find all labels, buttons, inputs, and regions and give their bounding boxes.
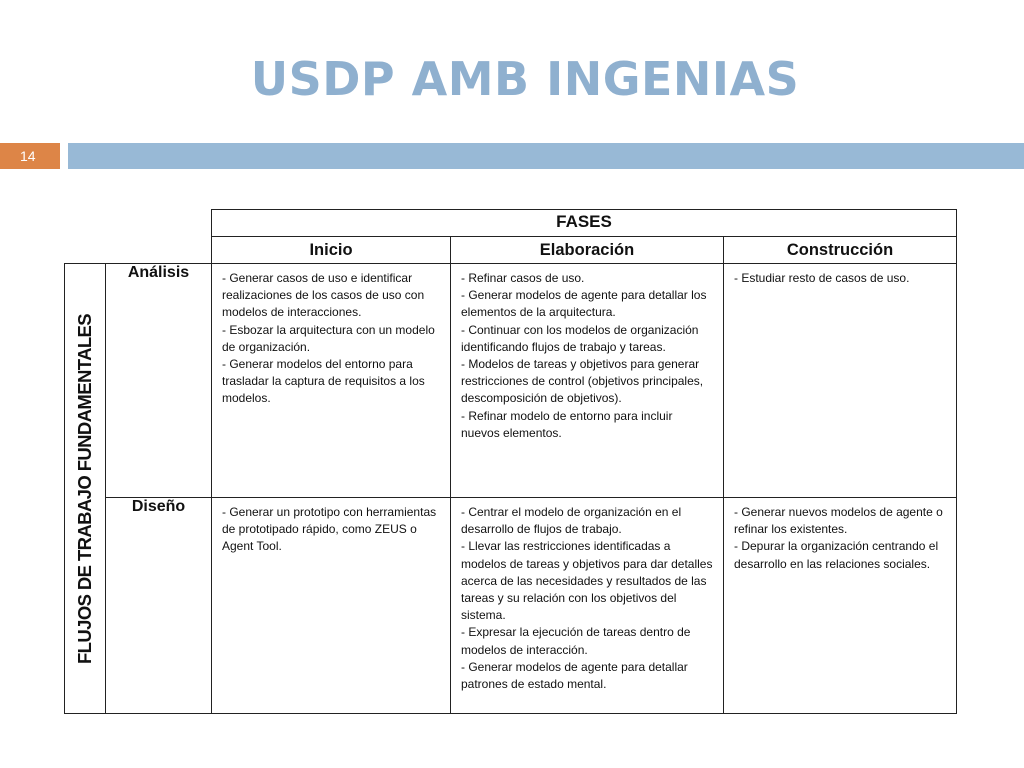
cell-bullet-item: - Continuar con los modelos de organización identificando flujos de trabajo y tareas. <box>461 322 699 354</box>
cell-bullet-item: - Generar nuevos modelos de agente o refinar los existentes. <box>734 505 943 537</box>
cell-bullet-item: - Refinar casos de uso. <box>461 271 585 285</box>
cell-text <box>724 498 956 577</box>
cell-bullet-item: - Generar modelos de agente para detallar patrones de estado mental. <box>461 659 688 692</box>
cell-bullet-item: - Refinar modelo de entorno para incluir nuevos elementos. <box>461 408 673 440</box>
cell-bullet-item: - Generar modelos del entorno para trasladar la captura de requisitos a los modelos. <box>222 357 425 406</box>
cell-bullet-item: - Esbozar la arquitectura con un modelo de organización. <box>222 322 435 354</box>
slide-number: 14 <box>0 143 60 169</box>
cell-text <box>724 264 956 291</box>
row-label-analisis: Análisis <box>106 264 212 498</box>
column-header-construccion: Construcción <box>724 237 957 264</box>
phases-header: FASES <box>212 210 957 237</box>
cell-diseno-elaboracion <box>451 498 724 714</box>
cell-bullet-item: - Centrar el modelo de organización en el desarrollo de flujos de trabajo. <box>461 505 682 537</box>
cell-analisis-inicio <box>212 264 451 498</box>
cell-text <box>451 264 723 446</box>
column-header-inicio: Inicio <box>212 237 451 264</box>
cell-bullet-item: - Llevar las restricciones identificadas a modelos de tareas y objetivos para dar detalles acerca de las necesidades y resultados de las tareas y su relación con los objetivos del sistema. <box>461 539 713 623</box>
workflows-side-label-cell <box>65 264 106 714</box>
cell-bullet-item: - Generar casos de uso e identificar realizaciones de los casos de uso con modelos de interacciones. <box>222 271 425 320</box>
cell-analisis-elaboracion <box>451 264 724 498</box>
cell-diseno-construccion <box>724 498 957 714</box>
cell-text <box>212 498 450 560</box>
cell-diseno-inicio <box>212 498 451 714</box>
cell-bullet-item: - Generar un prototipo con herramientas de prototipado rápido, como ZEUS o Agent Tool. <box>222 505 437 554</box>
cell-bullet-item: - Generar modelos de agente para detallar los elementos de la arquitectura. <box>461 288 707 320</box>
cell-bullet-item: - Estudiar resto de casos de uso. <box>734 271 910 285</box>
cell-bullet-item: - Depurar la organización centrando el desarrollo en las relaciones sociales. <box>734 539 939 571</box>
title-divider-bar <box>68 143 1024 169</box>
cell-bullet-item: - Expresar la ejecución de tareas dentro de modelos de interacción. <box>461 625 691 657</box>
row-label-diseno: Diseño <box>106 498 212 714</box>
workflows-side-label: FLUJOS DE TRABAJO FUNDAMENTALES <box>74 313 95 664</box>
table-corner-empty <box>65 237 212 264</box>
column-header-elaboracion: Elaboración <box>451 237 724 264</box>
cell-text <box>212 264 450 412</box>
cell-text <box>451 498 723 697</box>
cell-bullet-item: - Modelos de tareas y objetivos para generar restricciones de control (objetivos principales, descomposición de objetivos). <box>461 357 704 406</box>
cell-analisis-construccion <box>724 264 957 498</box>
slide-title: USDP AMB INGENIAS <box>250 52 800 106</box>
table-corner-empty <box>65 210 212 237</box>
phases-workflows-table <box>64 209 957 714</box>
